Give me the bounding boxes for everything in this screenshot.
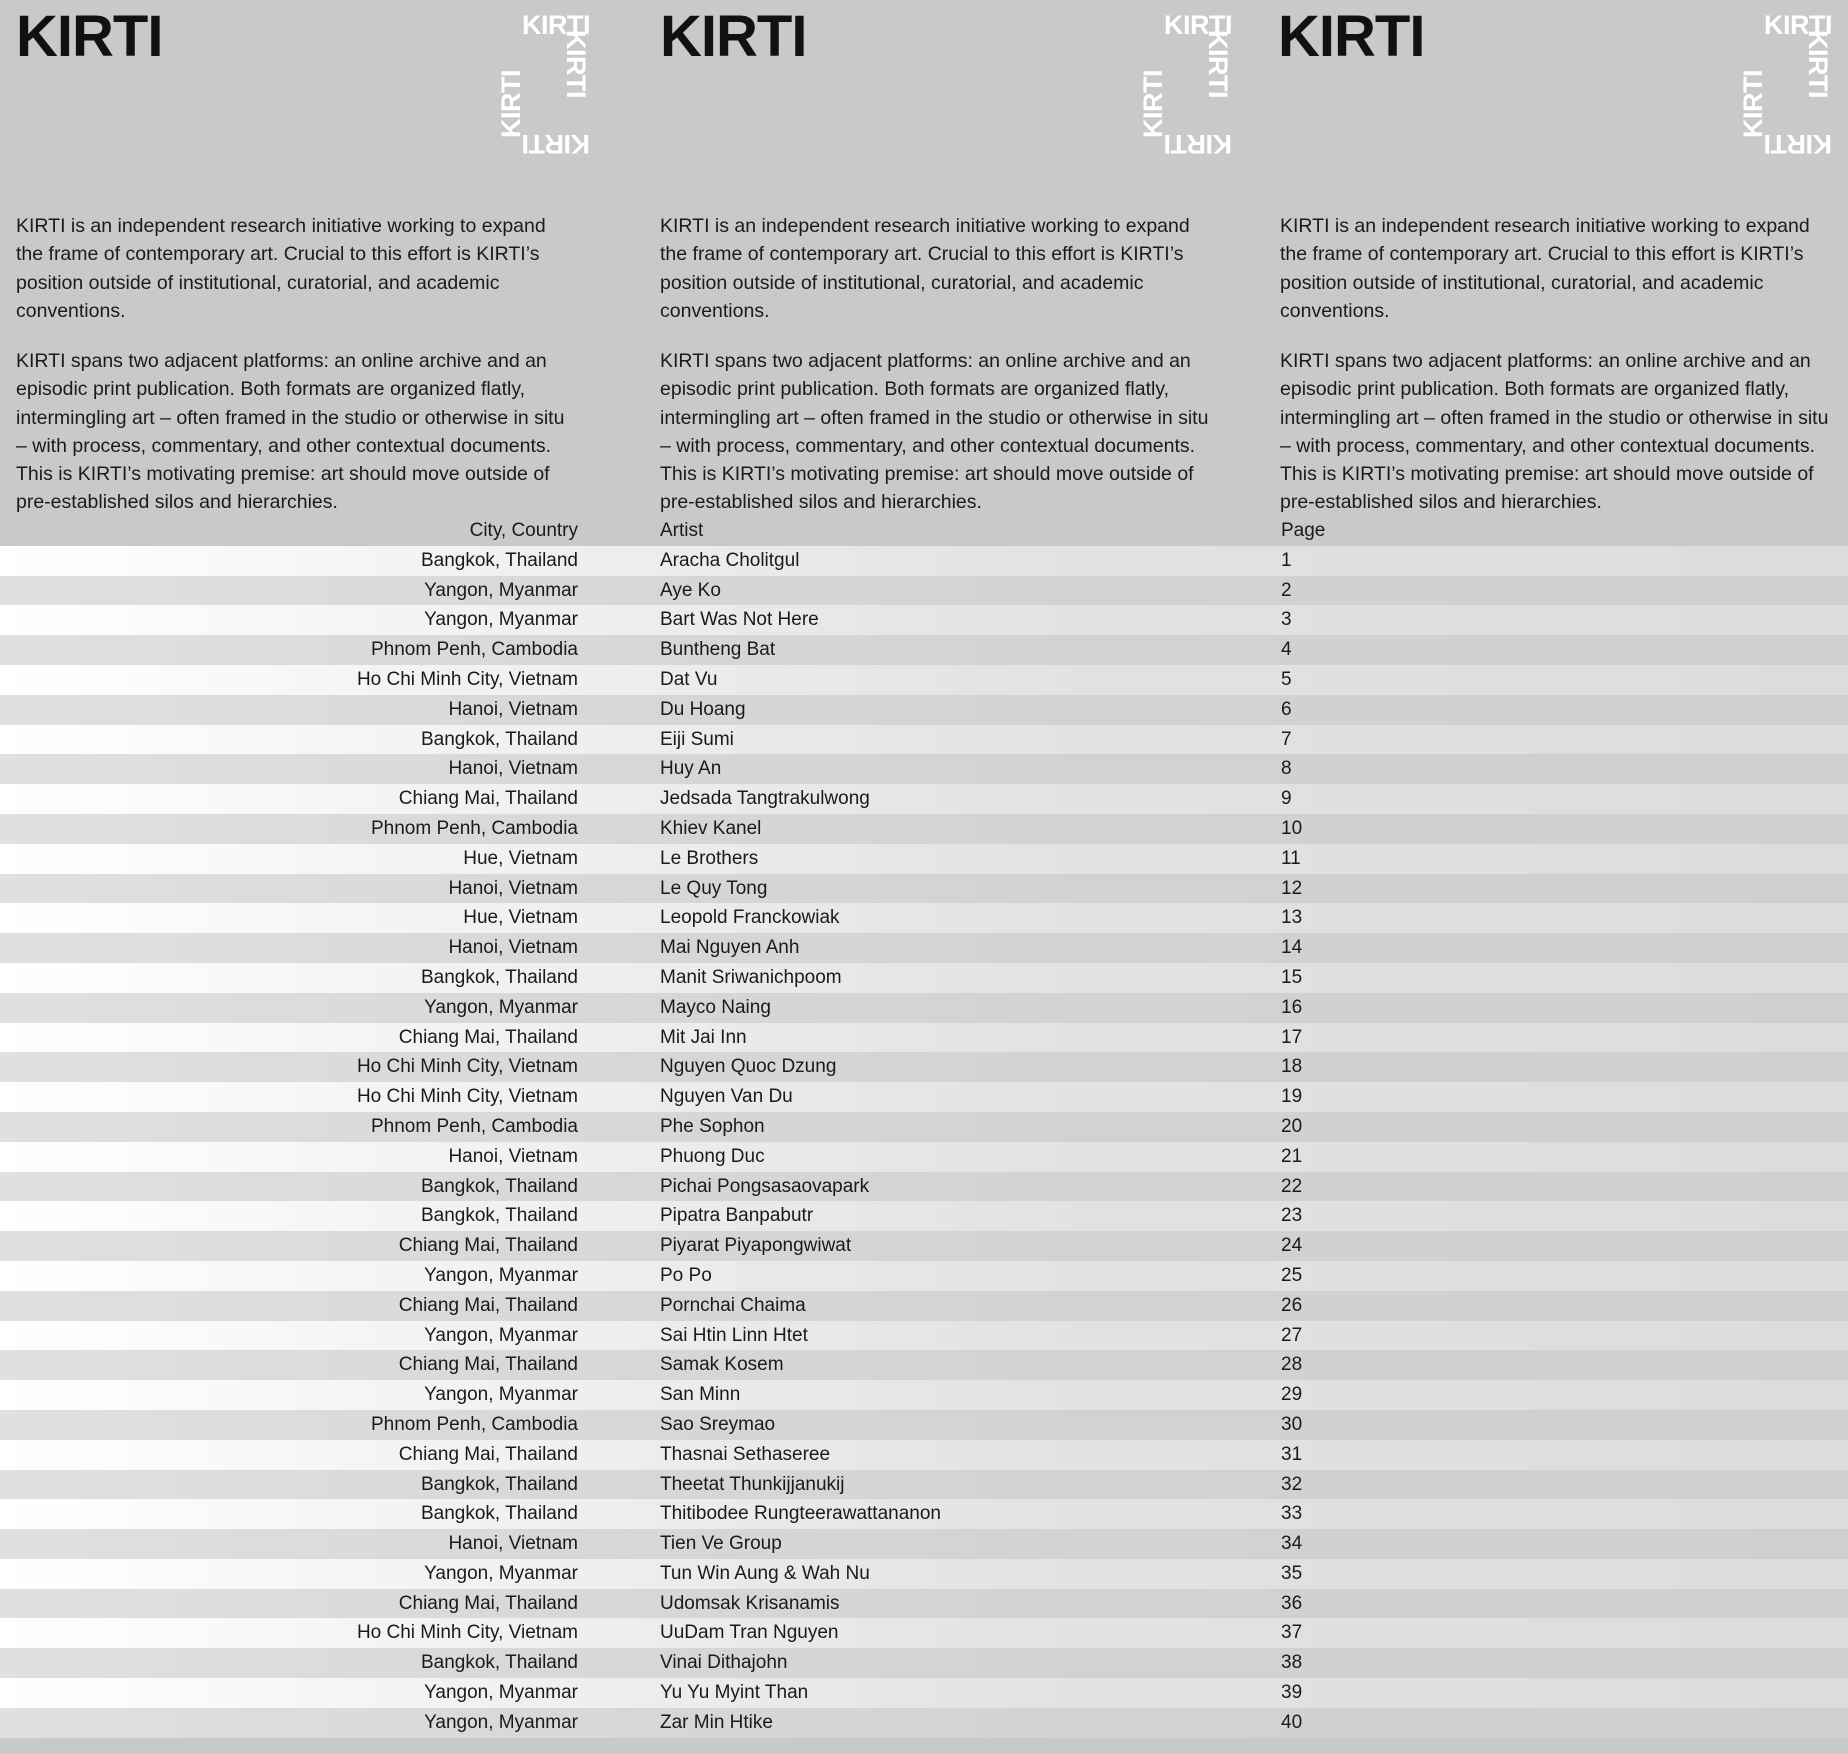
kirti-stack-bottom: KIRTI (522, 129, 590, 159)
cell-artist: Buntheng Bat (660, 639, 776, 661)
cell-city: Yangon, Myanmar (424, 1264, 578, 1286)
cell-city: Hanoi, Vietnam (448, 1145, 578, 1167)
cell-city: Yangon, Myanmar (424, 1711, 578, 1733)
cell-page: 20 (1281, 1115, 1303, 1137)
table-row[interactable] (0, 546, 1848, 576)
cell-page: 37 (1281, 1622, 1303, 1644)
cell-page: 38 (1281, 1652, 1303, 1674)
cell-page: 14 (1281, 937, 1303, 959)
cell-page: 11 (1281, 847, 1301, 869)
cell-artist: Nguyen Quoc Dzung (660, 1056, 837, 1078)
footer-band (0, 1745, 1848, 1754)
table-row[interactable] (0, 695, 1848, 725)
cell-page: 8 (1281, 758, 1292, 780)
intro-column-3 (1280, 212, 1840, 517)
cell-page: 10 (1281, 817, 1303, 839)
table-row[interactable] (0, 1648, 1848, 1678)
cell-page: 4 (1281, 639, 1292, 661)
cell-city: Bangkok, Thailand (420, 1473, 578, 1495)
table-row[interactable] (0, 1708, 1848, 1738)
cell-artist: Mai Nguyen Anh (660, 937, 800, 959)
cell-artist: Dat Vu (660, 668, 718, 690)
table-row[interactable] (0, 1112, 1848, 1142)
cell-city: Phnom Penh, Cambodia (370, 1413, 578, 1435)
cell-page: 13 (1281, 907, 1303, 929)
column-header-artist: Artist (660, 520, 704, 541)
cell-artist: Pornchai Chaima (660, 1294, 806, 1316)
cell-artist: UuDam Tran Nguyen (660, 1622, 839, 1644)
kirti-stack-bottom: KIRTI (1164, 129, 1232, 159)
cell-city: Bangkok, Thailand (420, 1205, 578, 1227)
table-row[interactable] (0, 1291, 1848, 1321)
table-row[interactable] (0, 635, 1848, 665)
cell-city: Yangon, Myanmar (424, 996, 578, 1018)
cell-artist: Sao Sreymao (660, 1413, 776, 1435)
cell-city: Hue, Vietnam (463, 847, 578, 869)
kirti-stack-right: KIRTI (1203, 30, 1233, 98)
cell-page: 30 (1281, 1413, 1303, 1435)
cell-page: 24 (1281, 1235, 1303, 1257)
kirti-stack-right: KIRTI (1803, 30, 1833, 98)
cell-artist: Tien Ve Group (660, 1533, 782, 1555)
cell-city: Bangkok, Thailand (420, 966, 578, 988)
cell-page: 19 (1281, 1086, 1303, 1108)
cell-page: 28 (1281, 1354, 1303, 1376)
cell-page: 22 (1281, 1175, 1303, 1197)
intro-paragraph-1: KIRTI is an independent research initiative working to expand the frame of contemporary art. Crucial to this effort is KIRTI’s position outside of institutional, curatorial, and academic conventions. (1280, 215, 1810, 322)
intro-paragraph-2: KIRTI spans two adjacent platforms: an online archive and an episodic print publication. Both formats are organized flatly, intermingling art – often framed in the studio or otherwise in situ – with process, commentary, and other contextual documents. This is KIRTI’s motivating premise: art should move outside of pre-established silos and hierarchies. (16, 350, 565, 514)
cell-artist: Leopold Franckowiak (660, 907, 840, 929)
table-row[interactable] (0, 1142, 1848, 1172)
cell-city: Bangkok, Thailand (420, 549, 578, 571)
table-row[interactable] (0, 1201, 1848, 1231)
cell-city: Yangon, Myanmar (424, 1682, 578, 1704)
table-row[interactable] (0, 1261, 1848, 1291)
cell-page: 17 (1281, 1026, 1303, 1048)
table-row[interactable] (0, 1231, 1848, 1261)
cell-artist: San Minn (660, 1384, 741, 1406)
cell-artist: Nguyen Van Du (660, 1086, 793, 1108)
cell-page: 7 (1281, 728, 1292, 750)
cell-city: Yangon, Myanmar (424, 1384, 578, 1406)
table-row[interactable] (0, 1082, 1848, 1112)
cell-page: 33 (1281, 1503, 1303, 1525)
kirti-stack-top: KIRTI (1764, 10, 1832, 40)
intro-column-1 (16, 212, 576, 517)
cell-city: Hue, Vietnam (463, 907, 578, 929)
cell-page: 9 (1281, 788, 1292, 810)
cell-page: 39 (1281, 1682, 1303, 1704)
table-row[interactable] (0, 933, 1848, 963)
cell-artist: Aye Ko (660, 579, 721, 601)
table-row[interactable] (0, 814, 1848, 844)
kirti-stack-logo-3 (1728, 8, 1836, 159)
intro-paragraph-1: KIRTI is an independent research initiative working to expand the frame of contemporary art. Crucial to this effort is KIRTI’s position outside of institutional, curatorial, and academic conventions. (660, 215, 1190, 322)
cell-artist: Jedsada Tangtrakulwong (660, 788, 870, 810)
kirti-stack-right: KIRTI (561, 30, 591, 98)
cell-artist: Mit Jai Inn (660, 1026, 747, 1048)
table-row[interactable] (0, 1410, 1848, 1440)
cell-artist: Aracha Cholitgul (660, 549, 800, 571)
cell-city: Hanoi, Vietnam (448, 758, 578, 780)
table-row[interactable] (0, 1618, 1848, 1648)
kirti-stack-left: KIRTI (1138, 70, 1168, 138)
cell-page: 31 (1281, 1443, 1303, 1465)
kirti-stack-bottom: KIRTI (1764, 129, 1832, 159)
cell-city: Ho Chi Minh City, Vietnam (356, 1086, 578, 1108)
table-row[interactable] (0, 993, 1848, 1023)
cell-city: Chiang Mai, Thailand (398, 1592, 578, 1614)
cell-city: Chiang Mai, Thailand (398, 1235, 578, 1257)
kirti-wordmark-3: KIRTI (1278, 4, 1425, 69)
cell-page: 1 (1281, 549, 1292, 571)
cell-artist: Piyarat Piyapongwiwat (660, 1235, 852, 1257)
table-header-row (0, 516, 1848, 546)
cell-artist: Theetat Thunkijjanukij (660, 1473, 845, 1495)
kirti-wordmark-1: KIRTI (16, 4, 163, 69)
table-row[interactable] (0, 665, 1848, 695)
cell-city: Yangon, Myanmar (424, 579, 578, 601)
table-body (0, 546, 1848, 1738)
table-row[interactable] (0, 1321, 1848, 1351)
table-row[interactable] (0, 576, 1848, 606)
cell-city: Hanoi, Vietnam (448, 1533, 578, 1555)
cell-page: 23 (1281, 1205, 1303, 1227)
artist-index-table (0, 516, 1848, 1738)
cell-page: 15 (1281, 966, 1303, 988)
intro-paragraph-1: KIRTI is an independent research initiative working to expand the frame of contemporary art. Crucial to this effort is KIRTI’s position outside of institutional, curatorial, and academic conventions. (16, 215, 546, 322)
cell-city: Yangon, Myanmar (424, 609, 578, 631)
cell-city: Chiang Mai, Thailand (398, 1294, 578, 1316)
table-row[interactable] (0, 1023, 1848, 1053)
table-row[interactable] (0, 605, 1848, 635)
table-row[interactable] (0, 725, 1848, 755)
cell-artist: Phe Sophon (660, 1115, 765, 1137)
table-row[interactable] (0, 784, 1848, 814)
cell-city: Ho Chi Minh City, Vietnam (356, 668, 578, 690)
cell-artist: Le Brothers (660, 847, 759, 869)
cell-artist: Udomsak Krisanamis (660, 1592, 840, 1614)
table-row[interactable] (0, 903, 1848, 933)
cell-city: Chiang Mai, Thailand (398, 1026, 578, 1048)
table-row[interactable] (0, 1052, 1848, 1082)
table-row[interactable] (0, 1529, 1848, 1559)
cell-page: 12 (1281, 877, 1303, 899)
cell-artist: Khiev Kanel (660, 817, 762, 839)
table-row[interactable] (0, 754, 1848, 784)
cell-artist: Phuong Duc (660, 1145, 765, 1167)
cell-city: Hanoi, Vietnam (448, 877, 578, 899)
cell-page: 25 (1281, 1264, 1303, 1286)
cell-city: Bangkok, Thailand (420, 1503, 578, 1525)
column-header-city: City, Country (469, 520, 578, 541)
cell-artist: Yu Yu Myint Than (660, 1682, 809, 1704)
table-row[interactable] (0, 1172, 1848, 1202)
kirti-stack-logo-2 (1128, 8, 1236, 159)
intro-column-2 (660, 212, 1220, 517)
cell-artist: Thitibodee Rungteerawattananon (660, 1503, 941, 1525)
cell-artist: Pichai Pongsasaovapark (660, 1175, 870, 1197)
table-row[interactable] (0, 1678, 1848, 1708)
table-row[interactable] (0, 963, 1848, 993)
cell-artist: Samak Kosem (660, 1354, 784, 1376)
cell-city: Phnom Penh, Cambodia (370, 639, 578, 661)
cell-page: 26 (1281, 1294, 1303, 1316)
cell-city: Ho Chi Minh City, Vietnam (356, 1056, 578, 1078)
cell-page: 29 (1281, 1384, 1303, 1406)
intro-paragraph-2: KIRTI spans two adjacent platforms: an online archive and an episodic print publication. Both formats are organized flatly, intermingling art – often framed in the studio or otherwise in situ – with process, commentary, and other contextual documents. This is KIRTI’s motivating premise: art should move outside of pre-established silos and hierarchies. (660, 350, 1209, 514)
cell-city: Bangkok, Thailand (420, 1652, 578, 1674)
cell-page: 3 (1281, 609, 1292, 631)
kirti-stack-top: KIRTI (1164, 10, 1232, 40)
cell-artist: Sai Htin Linn Htet (660, 1324, 808, 1346)
cell-artist: Vinai Dithajohn (660, 1652, 788, 1674)
cell-artist: Po Po (660, 1264, 712, 1286)
table-row[interactable] (0, 1350, 1848, 1380)
cell-city: Chiang Mai, Thailand (398, 1443, 578, 1465)
cell-artist: Manit Sriwanichpoom (660, 966, 842, 988)
cell-page: 2 (1281, 579, 1292, 601)
cell-artist: Huy An (660, 758, 722, 780)
table-row[interactable] (0, 874, 1848, 904)
kirti-stack-logo-1 (486, 8, 594, 159)
cell-city: Phnom Penh, Cambodia (370, 817, 578, 839)
cell-city: Chiang Mai, Thailand (398, 788, 578, 810)
cell-page: 32 (1281, 1473, 1303, 1495)
kirti-wordmark-2: KIRTI (660, 4, 807, 69)
cell-artist: Zar Min Htike (660, 1711, 773, 1733)
cell-artist: Mayco Naing (660, 996, 771, 1018)
cell-page: 16 (1281, 996, 1303, 1018)
cell-city: Hanoi, Vietnam (448, 698, 578, 720)
cell-artist: Eiji Sumi (660, 728, 734, 750)
table-row[interactable] (0, 1499, 1848, 1529)
cell-page: 34 (1281, 1533, 1303, 1555)
table-row[interactable] (0, 1380, 1848, 1410)
cell-artist: Bart Was Not Here (660, 609, 819, 631)
cell-city: Bangkok, Thailand (420, 728, 578, 750)
column-header-page: Page (1281, 520, 1326, 541)
cell-artist: Thasnai Sethaseree (660, 1443, 831, 1465)
cell-city: Phnom Penh, Cambodia (370, 1115, 578, 1137)
cell-city: Yangon, Myanmar (424, 1324, 578, 1346)
cell-city: Bangkok, Thailand (420, 1175, 578, 1197)
kirti-stack-left: KIRTI (496, 70, 526, 138)
cell-page: 40 (1281, 1711, 1303, 1733)
cell-page: 5 (1281, 668, 1292, 690)
cell-page: 36 (1281, 1592, 1303, 1614)
cell-artist: Du Hoang (660, 698, 746, 720)
cell-page: 18 (1281, 1056, 1303, 1078)
cell-artist: Tun Win Aung & Wah Nu (660, 1562, 870, 1584)
kirti-stack-top: KIRTI (522, 10, 590, 40)
cell-city: Ho Chi Minh City, Vietnam (356, 1622, 578, 1644)
table-row[interactable] (0, 1470, 1848, 1500)
cell-page: 21 (1281, 1145, 1303, 1167)
cell-artist: Le Quy Tong (660, 877, 768, 899)
cell-city: Chiang Mai, Thailand (398, 1354, 578, 1376)
intro-paragraph-2: KIRTI spans two adjacent platforms: an online archive and an episodic print publication. Both formats are organized flatly, intermingling art – often framed in the studio or otherwise in situ – with process, commentary, and other contextual documents. This is KIRTI’s motivating premise: art should move outside of pre-established silos and hierarchies. (1280, 350, 1829, 514)
table-row[interactable] (0, 1589, 1848, 1619)
cell-artist: Pipatra Banpabutr (660, 1205, 814, 1227)
cell-page: 27 (1281, 1324, 1303, 1346)
table-row[interactable] (0, 1440, 1848, 1470)
table-row[interactable] (0, 1559, 1848, 1589)
cell-page: 6 (1281, 698, 1292, 720)
cell-city: Yangon, Myanmar (424, 1562, 578, 1584)
page-header (0, 0, 1848, 200)
table-row[interactable] (0, 844, 1848, 874)
cell-page: 35 (1281, 1562, 1303, 1584)
cell-city: Hanoi, Vietnam (448, 937, 578, 959)
kirti-stack-left: KIRTI (1738, 70, 1768, 138)
